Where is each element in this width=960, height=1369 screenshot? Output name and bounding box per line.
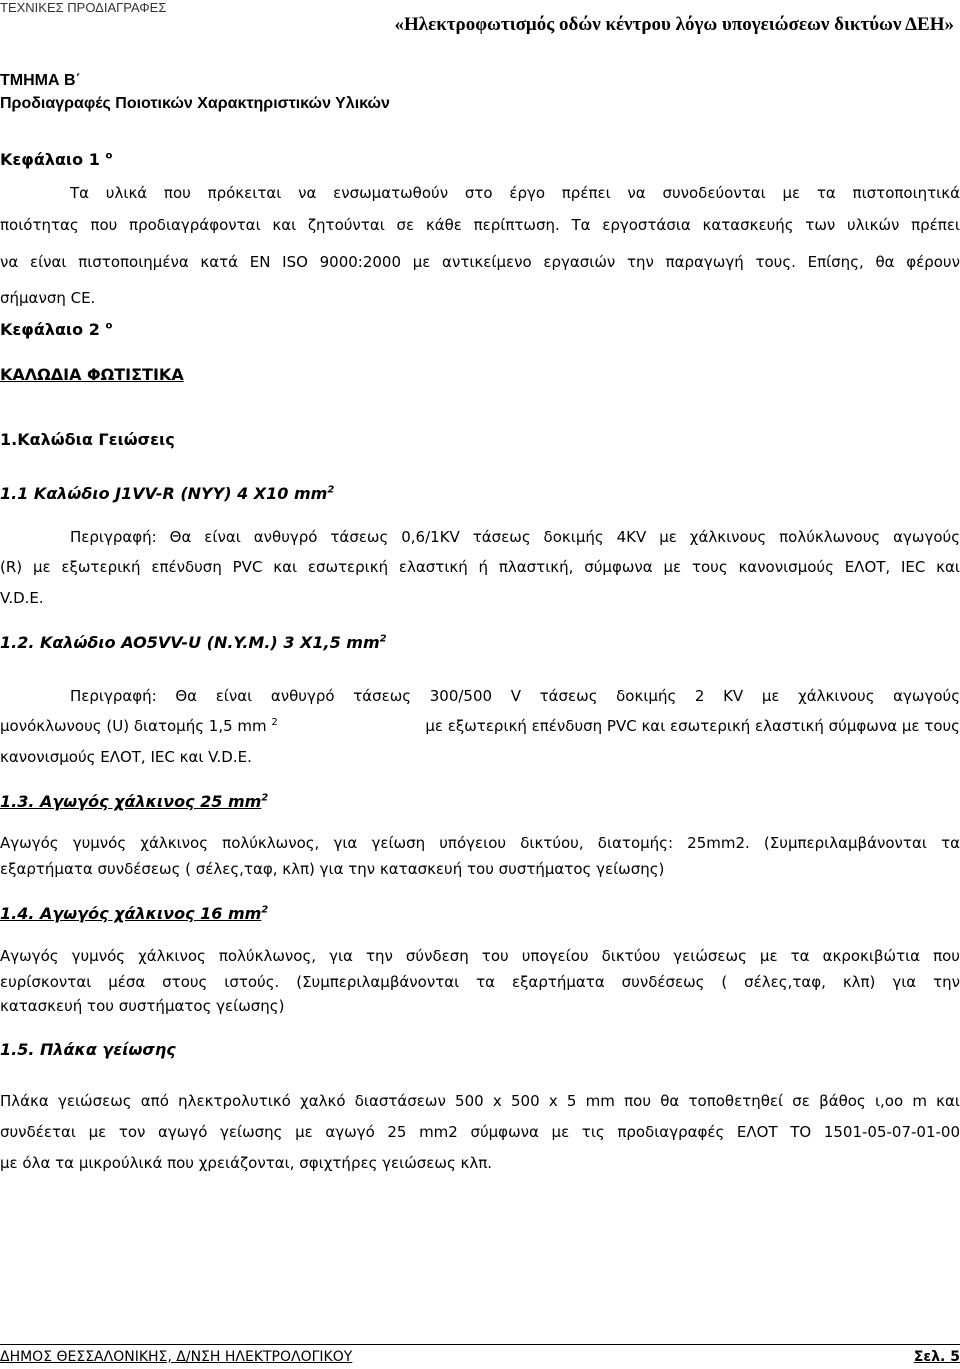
chapter-1-title <box>0 150 112 169</box>
item-1-3-line-1: Αγωγός γυμνός χάλκινος πολύκλωνος, για γείωση υπόγειου δικτύου, διατομής: 25mm2. (Συμπεριλαμβάνονται τα <box>0 834 960 852</box>
item-1-2-line-2-right: με εξωτερική επένδυση PVC και εσωτερική ελαστική σύμφωνα με τους <box>425 717 960 735</box>
chapter-2-title <box>0 320 112 339</box>
section-part: ΤΜΗΜΑ Β΄ <box>0 72 81 89</box>
footer-organization: ΔΗΜΟΣ ΘΕΣΣΑΛΟΝΙΚΗΣ, Δ/ΝΣΗ ΗΛΕΚΤΡΟΛΟΓΙΚΟΥ <box>0 1349 353 1365</box>
section-title: Προδιαγραφές Ποιοτικών Χαρακτηριστικών Υλικών <box>0 95 390 112</box>
item-1-1-line-3: V.D.E. <box>0 589 44 607</box>
item-1-2-line-1: Περιγραφή: Θα είναι ανθυγρό τάσεως 300/500 V τάσεως δοκιμής 2 KV με χάλκινους αγωγούς <box>70 687 960 705</box>
footer-divider <box>0 1344 960 1345</box>
header-project-title: «Ηλεκτροφωτισμός οδών κέντρου λόγω υπογειώσεων δικτύων ΔΕΗ» <box>394 14 954 35</box>
item-1-3-line-2: εξαρτήματα συνδέσεως ( σέλες,ταφ, κλπ) για την κατασκευή του συστήματος γείωσης) <box>0 860 665 878</box>
chapter-1-line-4: σήμανση CE. <box>0 289 96 307</box>
chapter-1-line-1: Τα υλικά που πρόκειται να ενσωματωθούν στο έργο πρέπει να συνοδεύονται με τα πιστοποιητικά <box>70 184 960 202</box>
item-1-5-line-1: Πλάκα γειώσεως από ηλεκτρολυτικό χαλκό διαστάσεων 500 x 500 x 5 mm που θα τοποθετηθεί σε βάθος ι,οο m και <box>0 1092 960 1110</box>
chapter-1-label: Κεφάλαιο 1 <box>0 150 100 169</box>
item-1-5-heading: 1.5. Πλάκα γείωσης <box>0 1040 176 1059</box>
item-1-1-sup: 2 <box>327 484 335 496</box>
item-1-2-line-2-left <box>0 711 278 742</box>
item-1-2-sup: 2 <box>379 633 387 645</box>
chapter-1-line-3: να είναι πιστοποιημένα κατά EN ISO 9000:2000 με αντικείμενο εργασιών την παραγωγή τους. Επίσης, θα φέρουν <box>0 253 960 271</box>
chapter-1-line-2: ποιότητας που προδιαγράφονται και ζητούνται σε κάθε περίπτωση. Τα εργοστάσια κατασκευής των υλικών πρέπει <box>0 216 960 234</box>
chapter-2-sup: ο <box>105 320 113 332</box>
item-1-2-line-2 <box>0 711 960 742</box>
item-1-4-line-1: Αγωγός γυμνός χάλκινος πολύκλωνος, για την σύνδεση του υπογείου δικτύου γειώσεως με τα ακροκιβώτια που <box>0 947 960 965</box>
item-1-5-line-2: συνδέεται με τον αγωγό γείωσης με αγωγό 25 mm2 σύμφωνα με τις προδιαγραφές ΕΛΟΤ ΤΟ 1501-05-07-01-00 <box>0 1123 960 1141</box>
item-1-1-title: 1.1 Καλώδιο J1VV-R (NYY) 4 X10 mm <box>0 484 328 503</box>
item-1-1-line-1: Περιγραφή: Θα είναι ανθυγρό τάσεως 0,6/1KV τάσεως δοκιμής 4KV με χάλκινους πολύκλωνους αγωγούς <box>70 528 960 546</box>
item-1-2-line-2-text: μονόκλωνους (U) διατομής 1,5 mm <box>0 717 267 735</box>
item-1-1-heading <box>0 484 334 503</box>
item-1-2-line-2-sup: 2 <box>271 717 278 728</box>
item-1-4-sup: 2 <box>261 904 269 916</box>
footer-page-number: Σελ. 5 <box>913 1349 960 1365</box>
group-heading: 1.Καλώδια Γειώσεις <box>0 430 175 449</box>
item-1-3-title: 1.3. Αγωγός χάλκινος 25 mm <box>0 792 262 811</box>
item-1-5-line-3: με όλα τα μικρούλικά που χρειάζονται, σφιχτήρες γειώσεως κλπ. <box>0 1154 493 1172</box>
item-1-2-heading <box>0 633 387 652</box>
chapter-2-subtitle: ΚΑΛΩΔΙΑ ΦΩΤΙΣΤΙΚΑ <box>0 365 184 384</box>
chapter-1-sup: ο <box>105 150 113 162</box>
item-1-2-line-3: κανονισμούς ΕΛΟΤ, IEC και V.D.E. <box>0 748 252 766</box>
chapter-2-label: Κεφάλαιο 2 <box>0 320 100 339</box>
item-1-4-heading <box>0 904 268 923</box>
header-doc-type: ΤΕΧΝΙΚΕΣ ΠΡΟΔΙΑΓΡΑΦΕΣ <box>0 0 167 15</box>
item-1-3-heading <box>0 792 268 811</box>
item-1-3-sup: 2 <box>261 792 269 804</box>
item-1-4-line-2: ευρίσκονται μέσα στους ιστούς. (Συμπεριλαμβάνονται τα εξαρτήματα συνδέσεως ( σέλες,ταφ, κλπ) για την <box>0 973 960 991</box>
item-1-2-title: 1.2. Καλώδιο AO5VV-U (N.Y.M.) 3 X1,5 mm <box>0 633 380 652</box>
item-1-4-title: 1.4. Αγωγός χάλκινος 16 mm <box>0 904 262 923</box>
item-1-1-line-2: (R) με εξωτερική επένδυση PVC και εσωτερική ελαστική ή πλαστική, σύμφωνα με τους κανονισμούς ΕΛΟΤ, IEC και <box>0 558 960 576</box>
item-1-4-line-3: κατασκευή του συστήματος γείωσης) <box>0 997 285 1015</box>
